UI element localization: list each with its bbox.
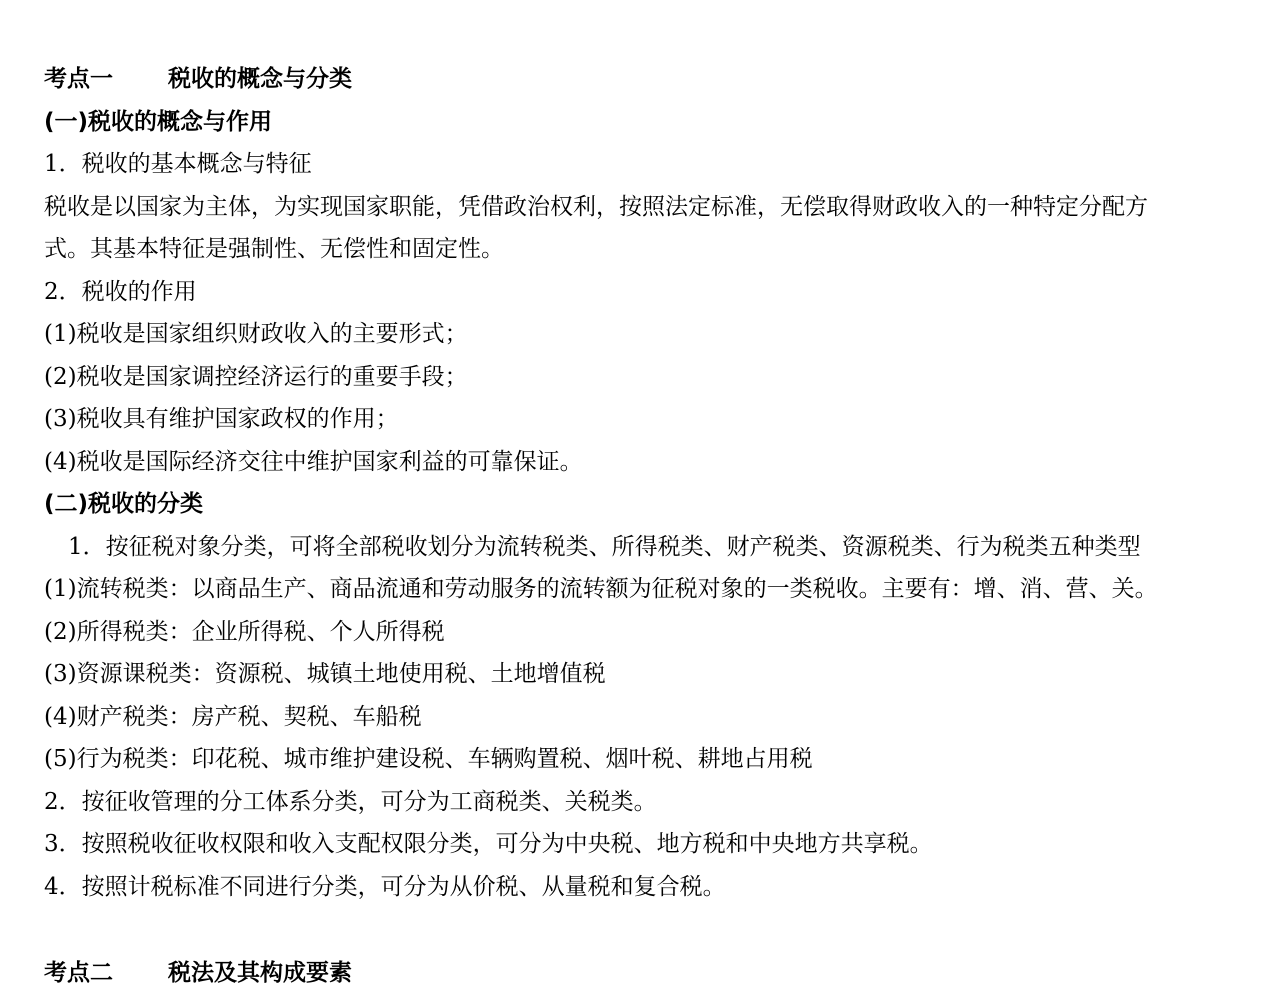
class4-text: 4．按照计税标准不同进行分类，可分为从价税、从量税和复合税。 <box>44 873 726 900</box>
part1-heading: (一)税收的概念与作用 <box>44 108 273 135</box>
class1-item: (4)财产税类：房产税、契税、车船税 <box>44 703 422 730</box>
part2-heading: (二)税收的分类 <box>44 491 204 517</box>
section1-heading <box>44 58 1254 101</box>
class1-heading: 1．按征税对象分类，可将全部税收划分为流转税类、所得税类、财产税类、资源税类、行为税类五种类型 <box>68 533 1141 560</box>
item1-text-line1: 税收是以国家为主体，为实现国家职能，凭借政治权利，按照法定标准，无偿取得财政收入的一种特定分配方 <box>44 193 1148 220</box>
class1-item: (1)流转税类：以商品生产、商品流通和劳动服务的流转额为征税对象的一类税收。主要有：增、消、营、关。 <box>44 576 1158 602</box>
section1-label: 考点一 <box>44 66 113 92</box>
class1-item: (3)资源课税类：资源税、城镇土地使用税、土地增值税 <box>44 661 606 687</box>
section2-heading <box>44 952 1254 995</box>
class3-text: 3．按照税收征收权限和收入支配权限分类，可分为中央税、地方税和中央地方共享税。 <box>44 831 933 857</box>
role-item: (1)税收是国家组织财政收入的主要形式； <box>44 321 468 347</box>
role-item: (2)税收是国家调控经济运行的重要手段； <box>44 363 468 390</box>
role-item: (3)税收具有维护国家政权的作用； <box>44 406 399 432</box>
section2-label: 考点二 <box>44 960 113 986</box>
document-page <box>44 58 1254 995</box>
section-spacer <box>44 908 1254 952</box>
item2-heading: 2．税收的作用 <box>44 278 197 305</box>
section2-title: 税法及其构成要素 <box>168 960 352 986</box>
class1-item: (2)所得税类：企业所得税、个人所得税 <box>44 618 445 645</box>
section1-title: 税收的概念与分类 <box>168 66 352 92</box>
role-item: (4)税收是国际经济交往中维护国家利益的可靠保证。 <box>44 448 583 475</box>
item1-text-line2: 式。其基本特征是强制性、无偿性和固定性。 <box>44 236 504 262</box>
item1-heading: 1．税收的基本概念与特征 <box>44 151 312 177</box>
class1-item: (5)行为税类：印花税、城市维护建设税、车辆购置税、烟叶税、耕地占用税 <box>44 746 813 772</box>
class2-text: 2．按征收管理的分工体系分类，可分为工商税类、关税类。 <box>44 788 657 815</box>
